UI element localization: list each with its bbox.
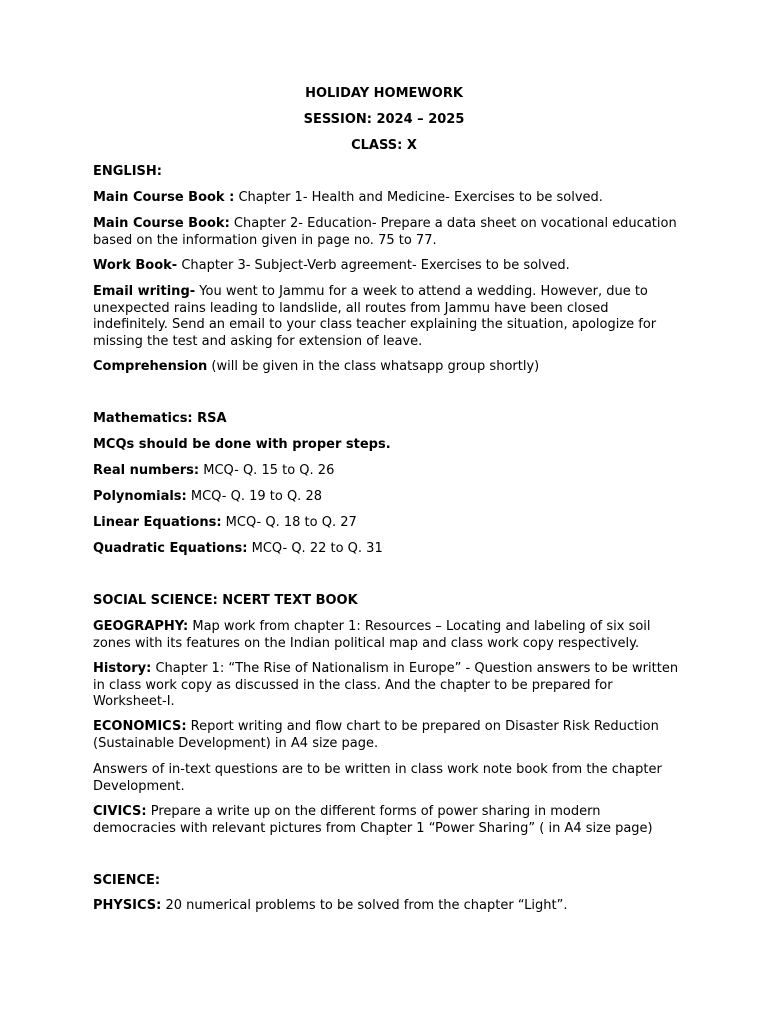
item-text: 20 numerical problems to be solved from the chapter “Light”. [161,898,568,913]
item-text: You went to Jammu for a week to attend a wedding. However, due to unexpected rains leading to landslide, all routes from Jammu have been closed indefinitely. Send an email to your class teacher explaining the situation, apologize for missing the test and asking for extension of leave. [93,284,657,349]
civics-item [93,804,683,837]
english-work-book [93,258,683,275]
item-text: MCQ- Q. 18 to Q. 27 [221,515,357,530]
item-text: Chapter 1- Health and Medicine- Exercises to be solved. [234,190,603,205]
item-label: ECONOMICS: [93,719,187,734]
class-line: CLASS: X [351,138,417,153]
item-label: Work Book- [93,258,178,273]
item-label: CIVICS: [93,804,147,819]
english-email-writing [93,284,683,350]
history-item [93,661,683,711]
social-science-heading: SOCIAL SCIENCE: NCERT TEXT BOOK [93,593,358,608]
item-text: MCQ- Q. 15 to Q. 26 [199,463,335,478]
item-label: Linear Equations: [93,515,222,530]
item-text: Prepare a write up on the different forms of power sharing in modern democracies with relevant pictures from Chapter 1 “Power Sharing” ( in A4 size page) [93,804,653,836]
english-heading: ENGLISH: [93,164,162,179]
item-label: Main Course Book : [93,190,235,205]
session-line: SESSION: 2024 – 2025 [303,112,465,127]
item-label: Real numbers: [93,463,200,478]
item-text: Chapter 2- Education- Prepare a data sheet on vocational education based on the information given in page no. 75 to 77. [93,216,677,248]
answers-note: Answers of in-text questions are to be written in class work note book from the chapter Development. [93,762,662,794]
item-label: Polynomials: [93,489,187,504]
item-text: Chapter 1: “The Rise of Nationalism in Europe” - Question answers to be written in class work copy as discussed in the class. And the chapter to be prepared for Worksheet-I. [93,661,679,709]
item-text: Map work from chapter 1: Resources – Locating and labeling of six soil zones with its features on the Indian political map and class work copy respectively. [93,619,651,651]
maths-heading: Mathematics: RSA [93,411,227,426]
item-label: Comprehension [93,359,208,374]
document-title: HOLIDAY HOMEWORK [305,86,463,101]
item-text: Report writing and flow chart to be prepared on Disaster Risk Reduction (Sustainable Development) in A4 size page. [93,719,659,751]
item-text: MCQ- Q. 19 to Q. 28 [186,489,322,504]
item-label: Main Course Book: [93,216,230,231]
english-comprehension [93,359,683,376]
maths-note: MCQs should be done with proper steps. [93,437,391,452]
physics-item [93,898,683,915]
maths-item-real-numbers [93,463,683,480]
maths-item-linear-equations [93,515,683,532]
english-main-course-1 [93,190,683,207]
item-text: MCQ- Q. 22 to Q. 31 [247,541,383,556]
item-label: Email writing- [93,284,196,299]
item-label: History: [93,661,152,676]
maths-item-polynomials [93,489,683,506]
item-label: Quadratic Equations: [93,541,248,556]
science-heading: SCIENCE: [93,873,161,888]
item-label: PHYSICS: [93,898,162,913]
maths-item-quadratic-equations [93,541,683,558]
item-text: Chapter 3- Subject-Verb agreement- Exercises to be solved. [177,258,570,273]
english-main-course-2 [93,216,683,249]
item-text: (will be given in the class whatsapp group shortly) [207,359,540,374]
item-label: GEOGRAPHY: [93,619,189,634]
economics-item [93,719,683,752]
geography-item [93,619,683,652]
